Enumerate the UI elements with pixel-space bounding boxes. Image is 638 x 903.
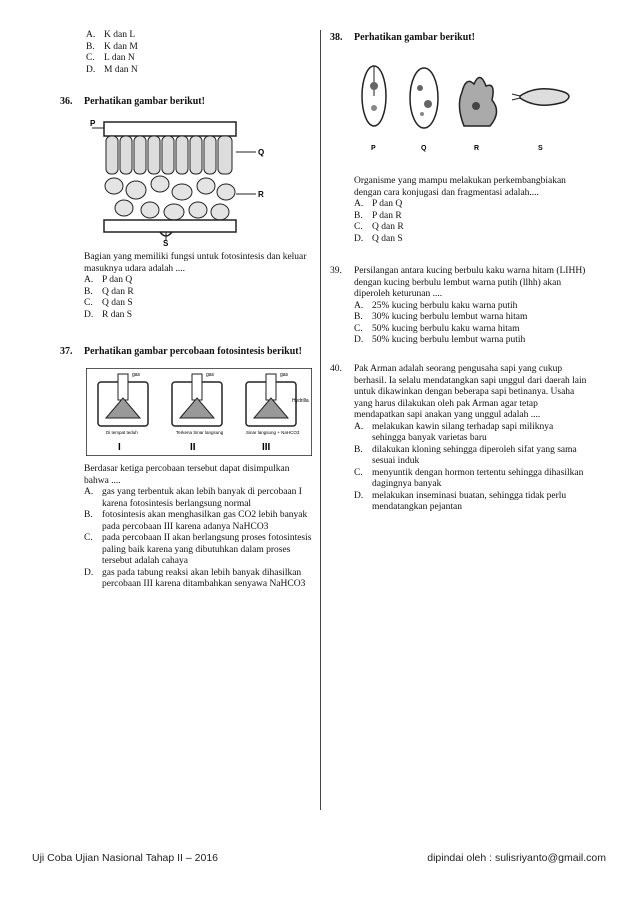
column-divider xyxy=(320,30,321,810)
q37-option-d: D. gas pada tabung reaksi akan lebih banyak dihasilkan percobaan III karena ditambahkan senyawa NaHCO3 xyxy=(84,567,306,589)
q40-option-c: C. menyuntik dengan hormon tertentu sehingga dihasilkan dagingnya banyak xyxy=(354,467,584,489)
q36-body: Bagian yang memiliki fungsi untuk fotosintesis dan keluar masuknya udara adalah .... A. P dan Q B. Q dan R C. Q dan S D. R dan S xyxy=(84,252,315,321)
q36-option-b: B. Q dan R xyxy=(84,286,134,297)
gas-label-1: gas xyxy=(132,372,141,378)
q37-option-b: B. fotosintesis akan menghasilkan gas CO2 lebih banyak pada percobaan III karena adanya NaHCO3 xyxy=(84,510,308,532)
roman-1: I xyxy=(118,442,121,453)
question-37 xyxy=(60,346,315,358)
q38-body: Organisme yang mampu melakukan perkembangbiakan dengan cara konjugasi dan fragmentasi adalah.... A. P dan Q B. P dan R C. Q dan R D. Q dan S xyxy=(354,176,588,245)
q35-option-b: B. K dan M xyxy=(86,41,138,52)
q38-option-b: B. P dan R xyxy=(354,210,402,221)
organism-p xyxy=(362,66,386,126)
roman-3: III xyxy=(262,442,271,453)
label-q: Q xyxy=(421,145,427,152)
upper-epidermis xyxy=(104,122,236,136)
caption-2: Terkena Sinar langsung xyxy=(176,430,224,435)
q37-option-a: A. gas yang terbentuk akan lebih banyak di percobaan I karena fotosintesis berlangsung normal xyxy=(84,487,302,509)
q40-option-d: D. melakukan inseminasi buatan, sehingga tidak perlu mendatangkan pejantan xyxy=(354,490,567,512)
question-38 xyxy=(330,32,588,44)
spongy-layer xyxy=(105,176,235,220)
caption-1: Di tempat teduh xyxy=(106,430,138,435)
beaker-1 xyxy=(98,374,148,426)
q37-header: 37. Perhatikan gambar percobaan fotosintesis berikut! xyxy=(60,346,302,357)
lower-epidermis xyxy=(104,220,236,232)
q38-header: 38. Perhatikan gambar berikut! xyxy=(330,32,475,43)
label-s: S xyxy=(538,145,543,152)
beaker-2 xyxy=(172,374,222,426)
q38-option-d: D. Q dan S xyxy=(354,233,403,244)
q39-option-b: B. 30% kucing berbulu lembut warna hitam xyxy=(354,312,528,322)
q39-option-c: C. 50% kucing berbulu kaku warna hitam xyxy=(354,323,520,334)
q35-option-d: D. M dan N xyxy=(86,64,138,75)
organisms-figure xyxy=(352,56,582,156)
gas-label-3: gas xyxy=(280,372,289,378)
footer-right: dipindai oleh : sulisriyanto@gmail.com xyxy=(427,852,606,864)
q35-options xyxy=(86,30,315,76)
organism-q xyxy=(410,68,438,128)
label-r: R xyxy=(474,145,480,152)
question-39 xyxy=(330,266,588,347)
q40-option-a: A. melakukan kawin silang terhadap sapi miliknya sehingga banyak varietas baru xyxy=(354,421,554,443)
question-36 xyxy=(60,96,315,108)
organism-r xyxy=(459,77,496,126)
label-p: P xyxy=(371,145,376,152)
label-q: Q xyxy=(258,148,265,157)
q38-option-c: C. Q dan R xyxy=(354,222,404,232)
question-40 xyxy=(330,364,588,514)
beaker-3 xyxy=(246,374,296,426)
footer-left: Uji Coba Ujian Nasional Tahap II – 2016 xyxy=(32,852,219,864)
q36-option-c: C. Q dan S xyxy=(84,298,133,308)
q39-option-d: D. 50% kucing berbulu lembut warna putih xyxy=(354,335,526,345)
roman-2: II xyxy=(190,442,196,453)
q38-option-a: A. P dan Q xyxy=(354,199,403,209)
q39-option-a: A. 25% kucing berbulu kaku warna putih xyxy=(354,300,518,311)
gas-label-2: gas xyxy=(206,372,215,378)
palisade-layer xyxy=(106,136,232,174)
q36-option-a: A. P dan Q xyxy=(84,275,133,285)
q40-stem: 40. Pak Arman adalah seorang pengusaha sapi yang cukup berhasil. Ia selalu mendatangkan sapi unggul dari daerah lain untuk dikawinkan dengan beberapa sapi betinanya. Usaha yang harus dilakukan oleh pak Arman agar tetap mendapatkan sapi anakan yang unggul adalah .... xyxy=(330,364,587,420)
label-p: P xyxy=(90,119,96,128)
label-s: S xyxy=(163,239,169,246)
caption-3: Sinar langsung + NaHCO3 xyxy=(246,430,300,435)
q35-option-c: C. L dan N xyxy=(86,53,135,63)
photosynthesis-experiment-figure xyxy=(86,368,312,456)
q37-body: Berdasar ketiga percobaan tersebut dapat disimpulkan bahwa .... A. gas yang terbentuk akan lebih banyak di percobaan I karena fotosintesis berlangsung normal B. fotosintesis akan menghasilkan gas CO2 lebih banyak pada percobaan III karena adanya NaHCO3 C. pada percobaan II akan berlangsung proses fotosintesis paling baik karena yang dibutuhkan dalam proses tersebut adalah cahaya D. gas pada tabung reaksi akan lebih banyak dihasilkan percobaan III karena ditambahkan senyawa NaHCO3 xyxy=(84,464,315,591)
leaf-cross-section-diagram xyxy=(90,116,280,246)
q36-option-d: D. R dan S xyxy=(84,309,133,320)
hydrilla-label: Hydrilla xyxy=(292,398,309,404)
q36-header: 36. Perhatikan gambar berikut! xyxy=(60,96,205,107)
q39-stem: 39. Persilangan antara kucing berbulu kaku warna hitam (LIHH) dengan kucing berbulu lembut warna putih (llhh) akan diperoleh keturunan .... xyxy=(330,266,586,299)
q37-option-c: C. pada percobaan II akan berlangsung proses fotosintesis paling baik karena yang dibutuhkan dalam proses tersebut adalah cahaya xyxy=(84,533,312,566)
label-r: R xyxy=(258,190,264,199)
organism-s xyxy=(512,89,569,105)
q35-option-a: A. K dan L xyxy=(86,30,136,40)
q40-option-b: B. dilakukan kloning sehingga diperoleh sifat yang sama sesuai induk xyxy=(354,444,577,466)
